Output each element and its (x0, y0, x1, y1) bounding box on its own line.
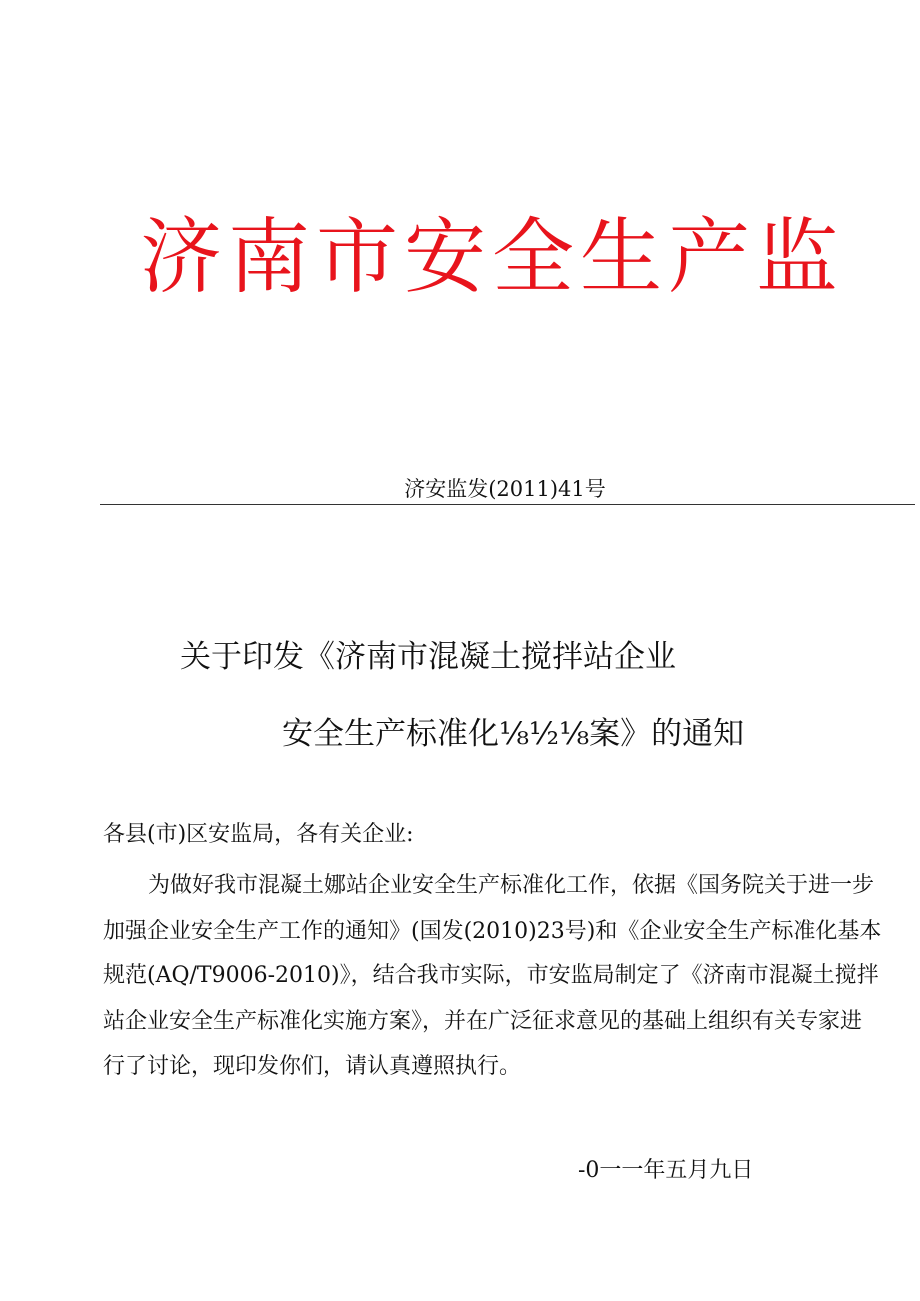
issue-date: -0一一年五月九日 (578, 1158, 754, 1183)
body-line: 加强企业安全生产工作的通知》(国发(2010)23号)和《企业安全生产标准化基本 (103, 919, 882, 944)
salutation: 各县(市)区安监局，各有关企业: (103, 822, 414, 847)
body-line: 站企业安全生产标准化实施方案》，并在广泛征求意见的基础上组织有关专家进 (103, 1009, 863, 1034)
notice-title-line-1: 关于印发《济南市混凝土搅拌站企业 (180, 639, 676, 675)
agency-masthead: 济南市安全生产监 (140, 210, 845, 305)
body-line: 行了讨论，现印发你们，请认真遵照执行。 (103, 1054, 522, 1079)
body-line: 为做好我市混凝土娜站企业安全生产标准化工作，依据《国务院关于进一步 (148, 873, 875, 898)
document-number: 济安监发(2011)41号 (404, 477, 606, 501)
body-line: 规范(AQ/T9006-2010)》，结合我市实际，市安监局制定了《济南市混凝土搅拌 (103, 963, 879, 988)
header-divider (100, 504, 915, 505)
notice-title-line-2: 安全生产标准化⅛½⅛案》的通知 (282, 716, 745, 752)
